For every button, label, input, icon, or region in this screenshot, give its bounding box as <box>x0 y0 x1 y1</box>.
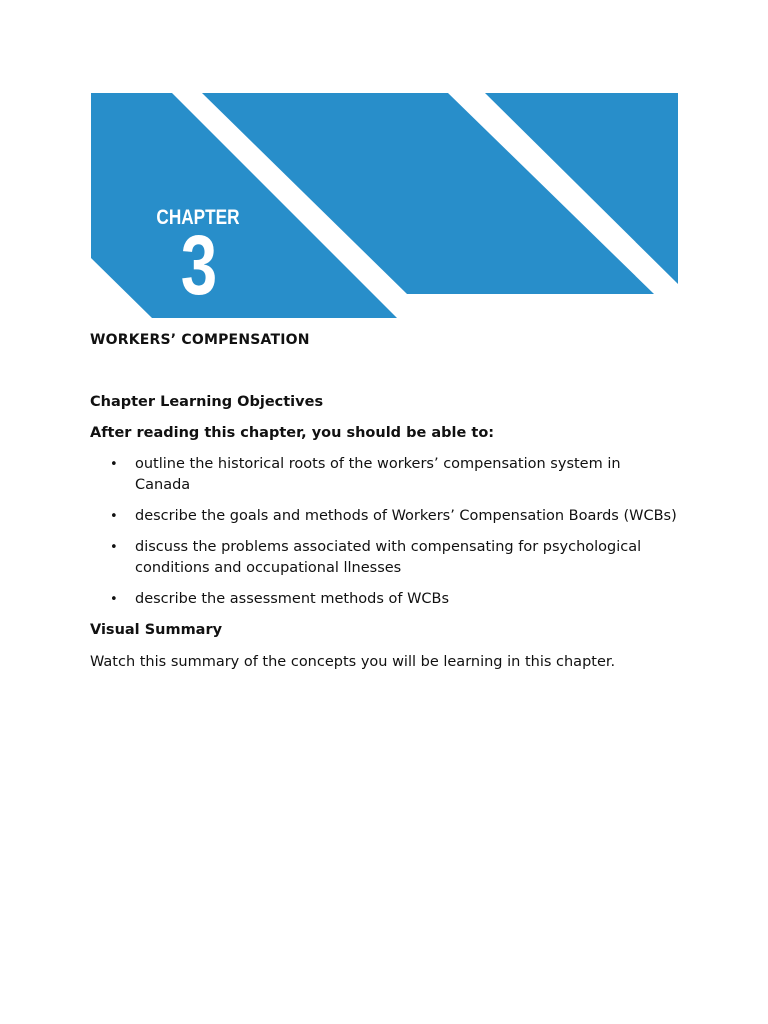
bullet-icon: • <box>110 540 118 555</box>
chapter-content <box>90 330 680 672</box>
objective-item <box>90 506 680 527</box>
banner-graphic <box>0 0 768 330</box>
objectives-heading: Chapter Learning Objectives <box>90 394 324 410</box>
bullet-icon: • <box>110 592 118 607</box>
chapter-number: 3 <box>180 218 218 312</box>
objectives-list <box>90 454 680 610</box>
bullet-icon: • <box>110 457 118 472</box>
objective-text: discuss the problems associated with compensating for psychological conditions and occupational llnesses <box>135 539 642 576</box>
objective-text: describe the assessment methods of WCBs <box>135 591 450 607</box>
objective-item <box>90 537 680 579</box>
objective-text: describe the goals and methods of Workers’ Compensation Boards (WCBs) <box>135 508 677 524</box>
chapter-banner <box>0 0 768 330</box>
objective-item <box>90 454 680 496</box>
chapter-label: CHAPTER <box>156 206 240 230</box>
bullet-icon: • <box>110 509 118 524</box>
objective-text: outline the historical roots of the workers’ compensation system in Canada <box>135 456 621 493</box>
objective-item <box>90 589 680 610</box>
objectives-intro: After reading this chapter, you should be able to: <box>90 425 495 441</box>
visual-summary-text: Watch this summary of the concepts you will be learning in this chapter. <box>90 654 616 670</box>
visual-summary-heading: Visual Summary <box>90 622 223 638</box>
chapter-title: WORKERS’ COMPENSATION <box>90 332 310 348</box>
